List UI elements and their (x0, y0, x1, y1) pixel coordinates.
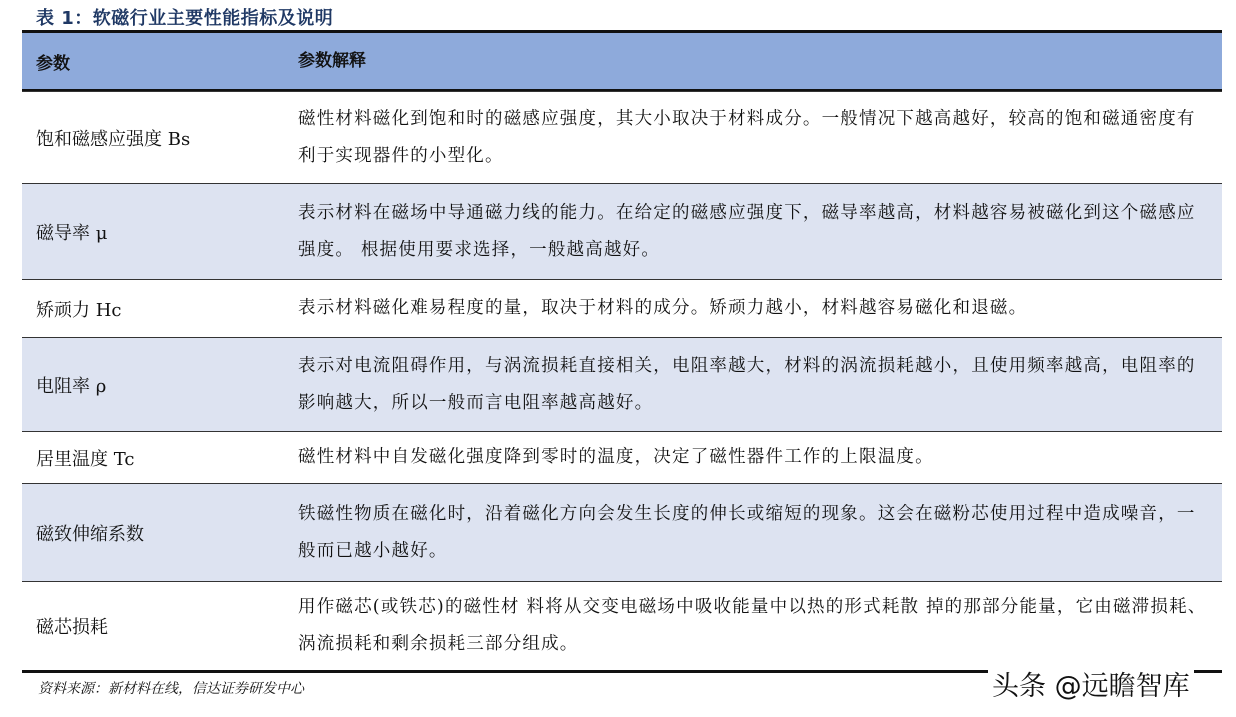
row-param: 磁致伸缩系数 (36, 523, 144, 545)
table-title: 表 1：软磁行业主要性能指标及说明 (36, 8, 334, 29)
row-desc: 表示材料在磁场中导通磁力线的能力。在给定的磁感应强度下，磁导率越高，材料越容易被磁化到这个磁感应强度。 根据使用要求选择，一般越高越好。 (298, 202, 1196, 260)
row-param: 饱和磁感应强度 Bs (36, 128, 191, 150)
row-param: 电阻率 ρ (36, 375, 107, 397)
header-param: 参数 (36, 53, 70, 74)
row-desc: 表示对电流阻碍作用，与涡流损耗直接相关，电阻率越大，材料的涡流损耗越小，且使用频率越高，电阻率的影响越大，所以一般而言电阻率越高越好。 (298, 355, 1196, 413)
row-param: 矫顽力 Hc (36, 299, 122, 321)
header-desc: 参数解释 (298, 50, 366, 71)
row-desc: 磁性材料磁化到饱和时的磁感应强度，其大小取决于材料成分。一般情况下越高越好，较高的饱和磁通密度有利于实现器件的小型化。 (298, 108, 1196, 166)
table-row (22, 337, 1222, 431)
row-param: 磁导率 μ (36, 222, 108, 244)
row-desc: 用作磁芯(或铁芯)的磁性材 料将从交变电磁场中吸收能量中以热的形式耗散 掉的那部分能量，它由磁滞损耗、涡流损耗和剩余损耗三部分组成。 (298, 597, 1207, 654)
table-row (22, 431, 1222, 483)
indicator-table (22, 30, 1222, 673)
table-row (22, 91, 1222, 183)
table-row (22, 581, 1222, 670)
row-param: 居里温度 Tc (36, 448, 135, 470)
table-row (22, 483, 1222, 581)
watermark: 头条 @远瞻智库 (988, 664, 1194, 703)
row-desc: 表示材料磁化难易程度的量，取决于材料的成分。矫顽力越小，材料越容易磁化和退磁。 (298, 298, 1028, 318)
table-row (22, 183, 1222, 279)
row-param: 磁芯损耗 (36, 617, 108, 638)
table-row (22, 279, 1222, 337)
row-desc: 铁磁性物质在磁化时，沿着磁化方向会发生长度的伸长或缩短的现象。这会在磁粉芯使用过程中造成噪音，一般而已越小越好。 (298, 503, 1196, 561)
source-note: 资料来源：新材料在线，信达证券研发中心 (38, 681, 304, 697)
table-header (22, 33, 1222, 91)
row-desc: 磁性材料中自发磁化强度降到零时的温度，决定了磁性器件工作的上限温度。 (298, 447, 934, 467)
